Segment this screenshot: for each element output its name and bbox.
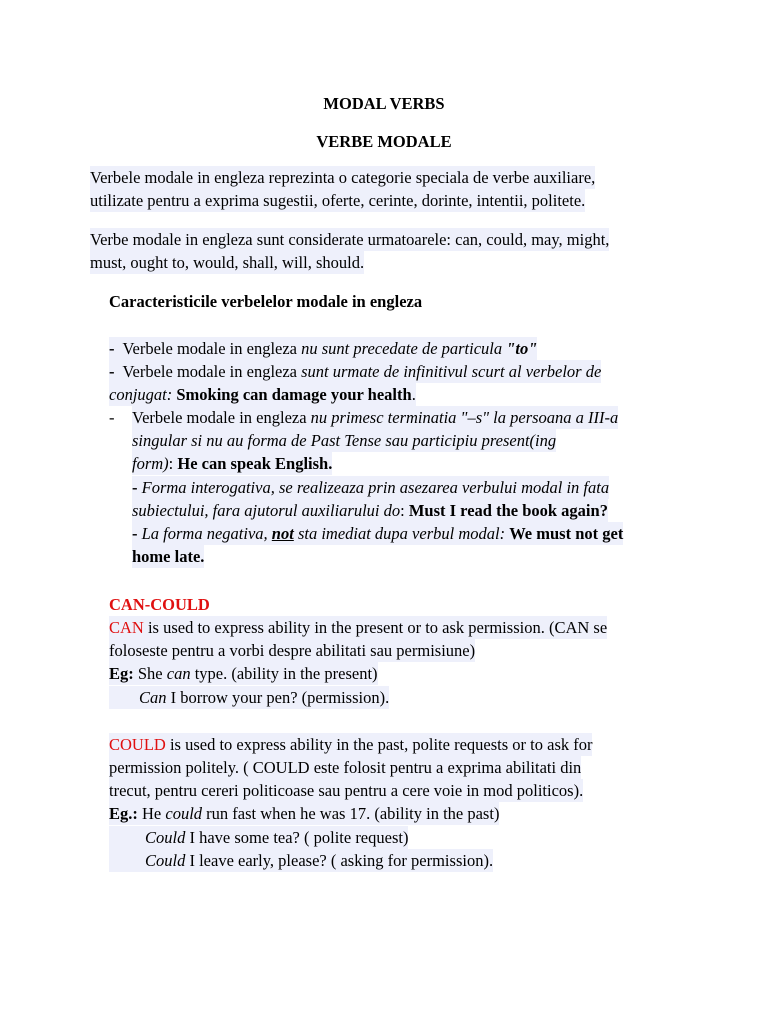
rule-1-bold: "to" <box>506 339 538 358</box>
could-line-1 <box>109 733 592 756</box>
eg4-modal: Could <box>145 828 186 847</box>
eg3-rest: run fast when he was 17. (ability in the past) <box>206 804 500 823</box>
rule-3-line-1 <box>132 406 618 429</box>
intro-line-4: must, ought to, would, shall, will, should. <box>90 253 365 272</box>
rule-4-line-1 <box>132 476 609 499</box>
can-description: is used to express ability in the present or to ask permission. (CAN se <box>147 618 608 637</box>
rule-3-text: Verbele modale in engleza <box>132 408 307 427</box>
rule-5-not: not <box>271 524 294 543</box>
eg2-rest: I borrow your pen? (permission). <box>170 688 390 707</box>
could-word: COULD <box>109 735 166 754</box>
rule-2-dash: - <box>109 362 115 381</box>
can-example-2 <box>109 686 389 709</box>
rule-5-dash: - <box>132 524 138 543</box>
eg-label-2: Eg.: <box>109 804 138 823</box>
rule-2-end: . <box>411 385 416 404</box>
could-description: is used to express ability in the past, polite requests or to ask for <box>169 735 593 754</box>
intro-line-2: utilizate pentru a exprima sugestii, oferte, cerinte, dorinte, intentii, politete. <box>90 191 586 210</box>
eg3-modal: could <box>165 804 203 823</box>
could-example-1 <box>109 802 499 825</box>
rule-5-line-2 <box>132 545 204 568</box>
can-could-heading: CAN-COULD <box>109 595 210 614</box>
rule-2-line-2 <box>109 383 416 406</box>
rule-5-example-2: home late. <box>132 547 205 566</box>
eg4-rest: I have some tea? ( polite request) <box>189 828 409 847</box>
could-example-3 <box>109 849 493 872</box>
rule-4-example: Must I read the book again? <box>408 501 608 520</box>
rule-4-italic: Forma interogativa, se realizeaza prin asezarea verbului modal in fata <box>141 478 610 497</box>
could-example-2 <box>109 826 408 849</box>
rule-5-italic-2: sta imediat dupa verbul modal: <box>297 524 506 543</box>
rule-1-text: Verbele modale in engleza <box>122 339 297 358</box>
rule-2-example: Smoking can damage your health <box>176 385 412 404</box>
eg5-rest: I leave early, please? ( asking for permission). <box>189 851 494 870</box>
rule-1-italic: nu sunt precedate de particula <box>301 339 503 358</box>
rule-2-italic-2: conjugat: <box>109 385 173 404</box>
rule-4-italic-2: subiectului, fara ajutorul auxiliarului do <box>132 501 401 520</box>
rule-3-example: He can speak English. <box>177 454 333 473</box>
rule-5-line-1 <box>132 522 623 545</box>
could-line-2: permission politely. ( COULD este folosit pentru a exprima abilitati din <box>109 758 582 777</box>
eg-label: Eg: <box>109 664 134 683</box>
rule-3-italic-2: singular si nu au forma de Past Tense sau participiu present(ing <box>132 431 557 450</box>
eg1-rest: type. (ability in the present) <box>194 664 378 683</box>
can-line-2: foloseste pentru a vorbi despre abilitati sau permisiune) <box>109 641 476 660</box>
rule-4-colon: : <box>400 501 405 520</box>
rule-1 <box>109 337 537 360</box>
can-word: CAN <box>109 618 144 637</box>
rule-5-italic: La forma negativa, <box>141 524 268 543</box>
rule-3-line-2 <box>132 429 556 452</box>
can-example-1 <box>109 662 378 685</box>
section-heading: Caracteristicile verbelelor modale in engleza <box>109 292 423 311</box>
eg2-modal: Can <box>139 688 167 707</box>
rule-2-text: Verbele modale in engleza <box>122 362 297 381</box>
eg5-modal: Could <box>145 851 186 870</box>
eg1-subject: She <box>137 664 163 683</box>
rule-3-italic-3: form) <box>132 454 169 473</box>
intro-line-3: Verbe modale in engleza sunt considerate urmatoarele: can, could, may, might, <box>90 230 610 249</box>
page-title: MODAL VERBS <box>323 94 445 113</box>
can-line-1 <box>109 616 607 639</box>
rule-1-dash: - <box>109 339 115 358</box>
eg3-subject: He <box>142 804 162 823</box>
rule-3-italic: nu primesc terminatia "–s" la persoana a III-a <box>310 408 619 427</box>
rule-4-dash: - <box>132 478 138 497</box>
rule-2-italic: sunt urmate de infinitivul scurt al verbelor de <box>301 362 602 381</box>
rule-4-line-2 <box>132 499 608 522</box>
rule-2-line-1 <box>109 360 601 383</box>
page-subtitle: VERBE MODALE <box>316 132 452 151</box>
could-line-3: trecut, pentru cereri politicoase sau pentru a cere voie in mod politicos). <box>109 781 584 800</box>
eg1-modal: can <box>166 664 191 683</box>
intro-line-1: Verbele modale in engleza reprezinta o categorie speciala de verbe auxiliare, <box>90 168 596 187</box>
rule-3-colon: : <box>168 454 174 473</box>
rule-5-example: We must not get <box>509 524 624 543</box>
rule-3-dash: - <box>109 408 115 427</box>
rule-3-line-3 <box>132 452 332 475</box>
